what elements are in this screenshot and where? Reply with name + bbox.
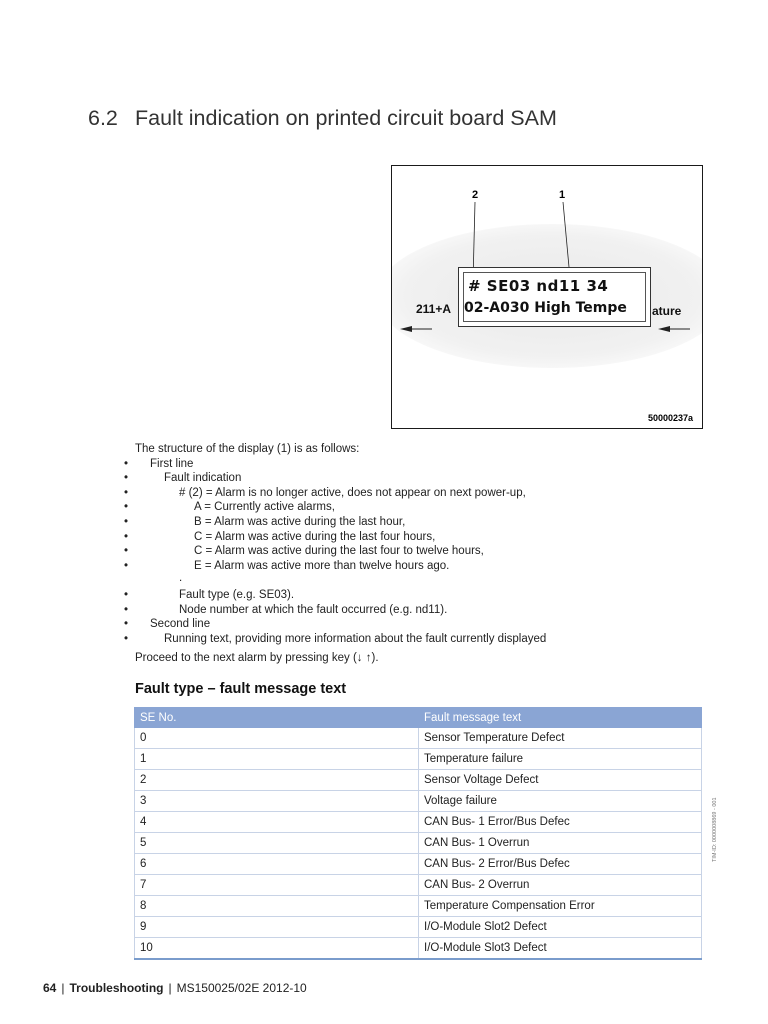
scroll-text-right: ature <box>652 304 682 318</box>
figure-code: 50000237a <box>647 413 693 423</box>
document-id-code: TIM-ID: 0000008869 - 001 <box>712 797 718 862</box>
table-row <box>135 812 702 833</box>
page-footer <box>43 981 307 995</box>
lcd-line-1: # SE03 nd11 34 <box>468 277 609 295</box>
lcd-line-2: 02-A030 High Tempe <box>464 300 627 316</box>
table-row <box>135 896 702 917</box>
table-row <box>135 917 702 938</box>
footer-separator: | <box>61 981 65 995</box>
footer-separator: | <box>168 981 172 995</box>
list-item: • # (2) = Alarm is no longer active, does not appear on next power-up, <box>135 486 715 501</box>
se-number-cell: 2 <box>135 770 419 791</box>
header-se-no: SE No. <box>135 708 419 728</box>
list-item: • Fault type (e.g. SE03). <box>135 588 715 603</box>
se-number-cell: 5 <box>135 833 419 854</box>
fault-text-cell: I/O-Module Slot3 Defect <box>419 938 702 960</box>
section-number: 6.2 <box>88 106 118 130</box>
list-item: • C = Alarm was active during the last four hours, <box>135 530 715 545</box>
se-number-cell: 10 <box>135 938 419 960</box>
table-row <box>135 833 702 854</box>
section-heading <box>88 106 557 131</box>
table-row <box>135 749 702 770</box>
table-row <box>135 938 702 960</box>
se-number-cell: 7 <box>135 875 419 896</box>
list-item: • First line <box>135 457 715 472</box>
scroll-text-left: 211+A <box>416 302 452 316</box>
page-number: 64 <box>43 981 57 995</box>
se-number-cell: 1 <box>135 749 419 770</box>
fault-text-cell: CAN Bus- 2 Overrun <box>419 875 702 896</box>
table-row <box>135 791 702 812</box>
fault-text-cell: Sensor Temperature Defect <box>419 728 702 749</box>
footer-doc-number: MS150025/02E 2012-10 <box>176 981 307 995</box>
display-figure <box>391 165 703 429</box>
se-number-cell: 0 <box>135 728 419 749</box>
proceed-text: Proceed to the next alarm by pressing key (↓ ↑). <box>135 652 379 665</box>
fault-text-cell: CAN Bus- 1 Overrun <box>419 833 702 854</box>
list-dot: . <box>179 572 183 585</box>
callout-1: 1 <box>559 189 566 201</box>
callout-2: 2 <box>472 189 479 201</box>
list-item: • A = Currently active alarms, <box>135 500 715 515</box>
fault-text-cell: Voltage failure <box>419 791 702 812</box>
se-number-cell: 4 <box>135 812 419 833</box>
list-item: • Fault indication <box>135 471 715 486</box>
se-number-cell: 3 <box>135 791 419 812</box>
list-item: • Second line <box>135 617 715 632</box>
fault-text-cell: Temperature Compensation Error <box>419 896 702 917</box>
table-row <box>135 770 702 791</box>
list-item: • B = Alarm was active during the last hour, <box>135 515 715 530</box>
list-item: • E = Alarm was active more than twelve hours ago. <box>135 559 715 574</box>
fault-text-cell: I/O-Module Slot2 Defect <box>419 917 702 938</box>
display-structure-text <box>135 442 715 666</box>
se-number-cell: 9 <box>135 917 419 938</box>
list-item: • Running text, providing more information about the fault currently displayed <box>135 632 715 647</box>
fault-text-cell: CAN Bus- 1 Error/Bus Defec <box>419 812 702 833</box>
fault-text-cell: CAN Bus- 2 Error/Bus Defec <box>419 854 702 875</box>
table-row <box>135 728 702 749</box>
table-row <box>135 875 702 896</box>
footer-section: Troubleshooting <box>69 981 164 995</box>
se-number-cell: 6 <box>135 854 419 875</box>
list-item: • C = Alarm was active during the last four to twelve hours, <box>135 544 715 559</box>
fault-text-cell: Sensor Voltage Defect <box>419 770 702 791</box>
table-row <box>135 854 702 875</box>
table-header-row <box>135 708 702 728</box>
table-title: Fault type – fault message text <box>135 681 347 697</box>
fault-message-table <box>134 707 702 960</box>
fault-text-cell: Temperature failure <box>419 749 702 770</box>
lcd-display <box>458 267 651 327</box>
header-fault-message: Fault message text <box>419 708 702 728</box>
list-item: • Node number at which the fault occurred (e.g. nd11). <box>135 603 715 618</box>
se-number-cell: 8 <box>135 896 419 917</box>
intro-text: The structure of the display (1) is as follows: <box>135 443 360 455</box>
section-title: Fault indication on printed circuit board SAM <box>135 106 557 130</box>
